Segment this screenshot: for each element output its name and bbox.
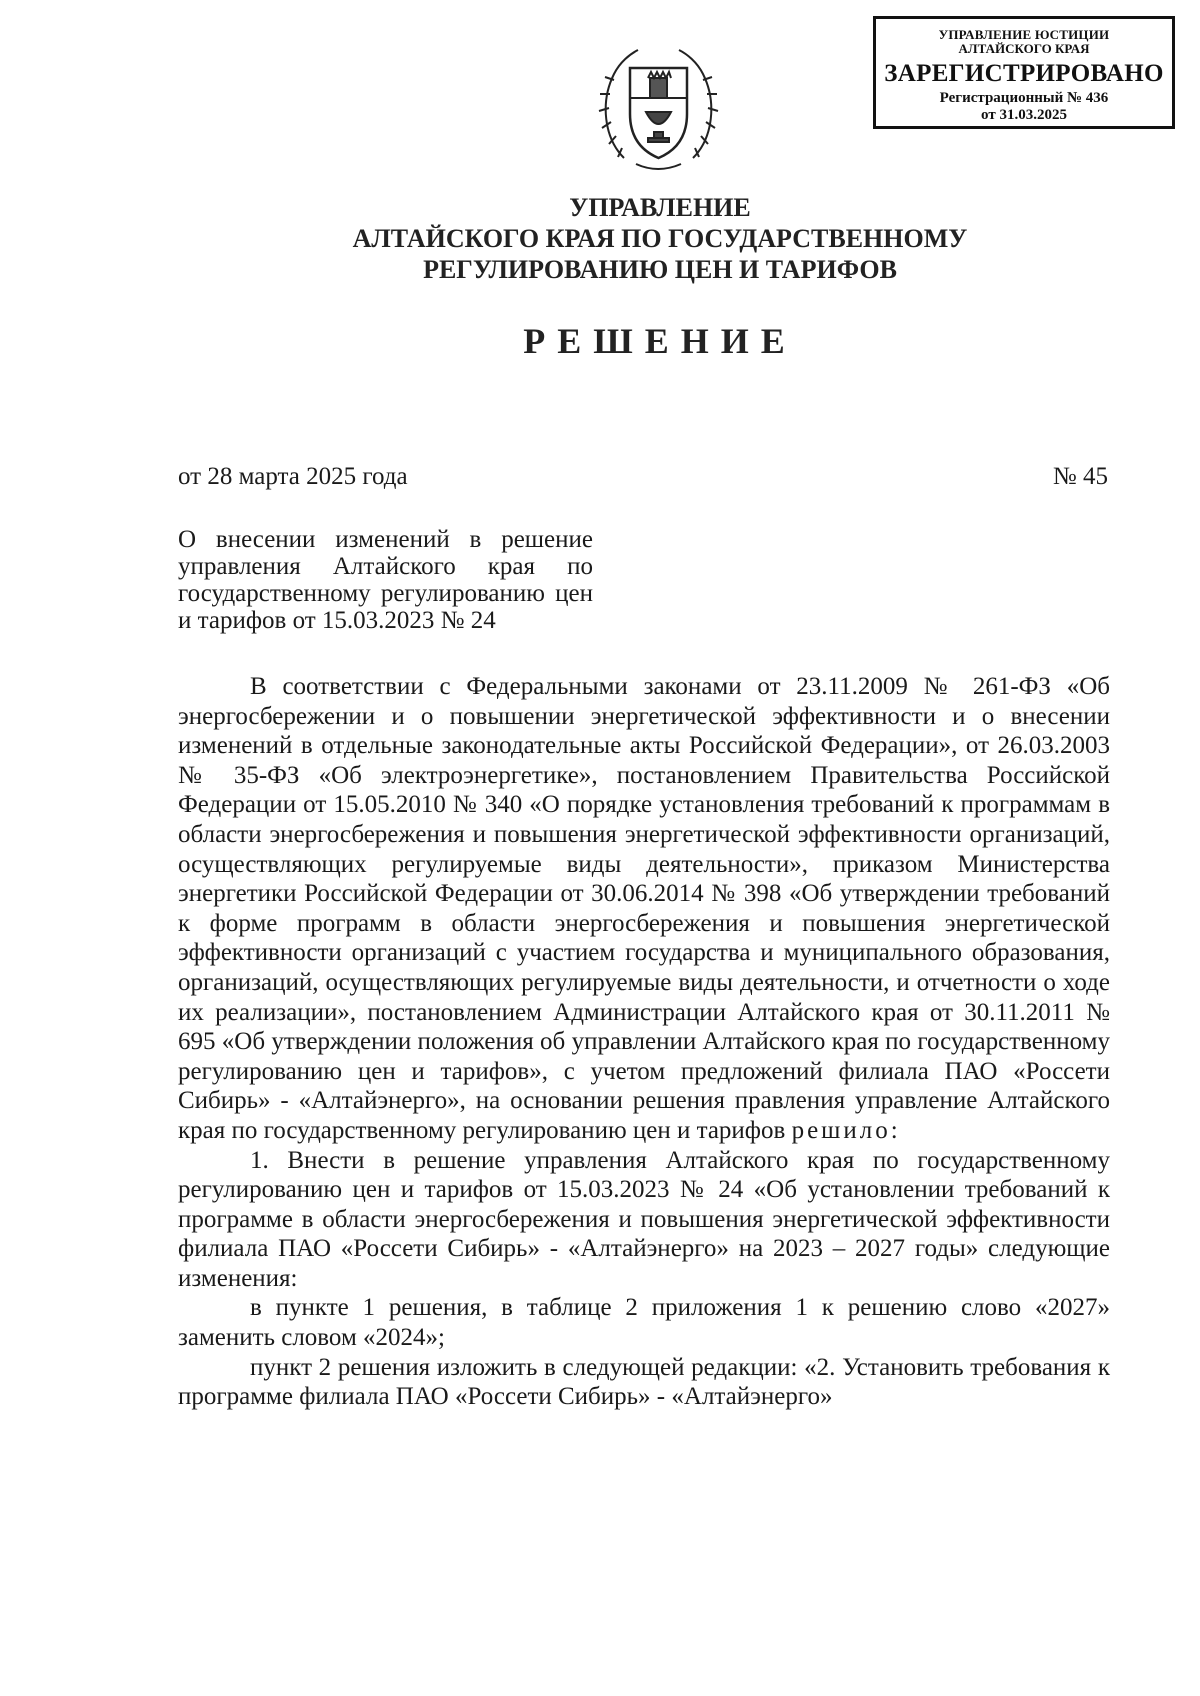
stamp-reg-number: Регистрационный № 436	[939, 90, 1109, 106]
coat-of-arms-emblem	[596, 40, 721, 176]
registration-stamp	[873, 16, 1175, 129]
issuing-authority	[200, 192, 1120, 285]
stamp-reg-date: от 31.03.2025	[981, 107, 1067, 123]
stamp-org-line1: УПРАВЛЕНИЕ ЮСТИЦИИ	[938, 27, 1110, 42]
body-paragraph-amendment-1: в пункте 1 решения, в таблице 2 приложения 1 к решению слово «2027» заменить словом «2024»;	[178, 1294, 1110, 1352]
body-paragraph-item-1: 1. Внести в решение управления Алтайского края по государственному регулированию цен и тарифов от 15.03.2023 № 24 «Об установлении требований к программе в области энергосбережения и повышения энергетической эффективности филиала ПАО «Россети Сибирь» - «Алтайэнерго» на 2023 – 2027 годы» следующие изменения:	[178, 1146, 1110, 1292]
body-paragraph-preamble	[178, 672, 1110, 1146]
authority-line-3: РЕГУЛИРОВАНИЮ ЦЕН И ТАРИФОВ	[423, 255, 897, 284]
document-type-title: РЕШЕНИЕ	[523, 321, 797, 361]
stamp-org-line2: АЛТАЙСКОГО КРАЯ	[958, 41, 1090, 56]
decision-body	[178, 672, 1110, 1412]
decision-number: № 45	[1052, 463, 1108, 490]
body-paragraph-amendment-2: пункт 2 решения изложить в следующей редакции: «2. Установить требования к программе филиала ПАО «Россети Сибирь» - «Алтайэнерго»	[178, 1353, 1110, 1411]
authority-line-2: АЛТАЙСКОГО КРАЯ ПО ГОСУДАРСТВЕННОМУ	[352, 224, 968, 253]
stamp-status: ЗАРЕГИСТРИРОВАНО	[884, 60, 1164, 87]
resolved-word: решило:	[791, 1116, 901, 1144]
preamble-text: В соответствии с Федеральными законами от 23.11.2009 № 261-ФЗ «Об энергосбережении и о повышении энергетической эффективности и о внесении изменений в отдельные законодательные акты Российской Федерации», от 26.03.2003 № 35-ФЗ «Об электроэнергетике», постановлением Правительства Российской Федерации от 15.05.2010 № 340 «О порядке установления требований к программам в области энергосбережения и повышения энергетической эффективности организаций, осуществляющих регулируемые виды деятельности», приказом Министерства энергетики Российской Федерации от 30.06.2014 № 398 «Об утверждении требований к форме программ в области энергосбережения и повышения энергетической эффективности организаций с участием государства и муниципального образования, организаций, осуществляющих регулируемые виды деятельности, и отчетности о ходе их реализации», постановлением Администрации Алтайского края от 30.11.2011 № 695 «Об утверждении положения об управлении Алтайского края по государственному регулированию цен и тарифов», с учетом предложений филиала ПАО «Россети Сибирь» - «Алтайэнерго», на основании решения правления управление Алтайского края по государственному регулированию цен и тарифов	[178, 673, 1110, 1144]
authority-line-1: УПРАВЛЕНИЕ	[569, 193, 751, 222]
decision-subject: О внесении изменений в решение управления Алтайского края по государственному регулированию цен и тарифов от 15.03.2023 № 24	[178, 526, 593, 634]
decision-date: от 28 марта 2025 года	[178, 463, 408, 490]
